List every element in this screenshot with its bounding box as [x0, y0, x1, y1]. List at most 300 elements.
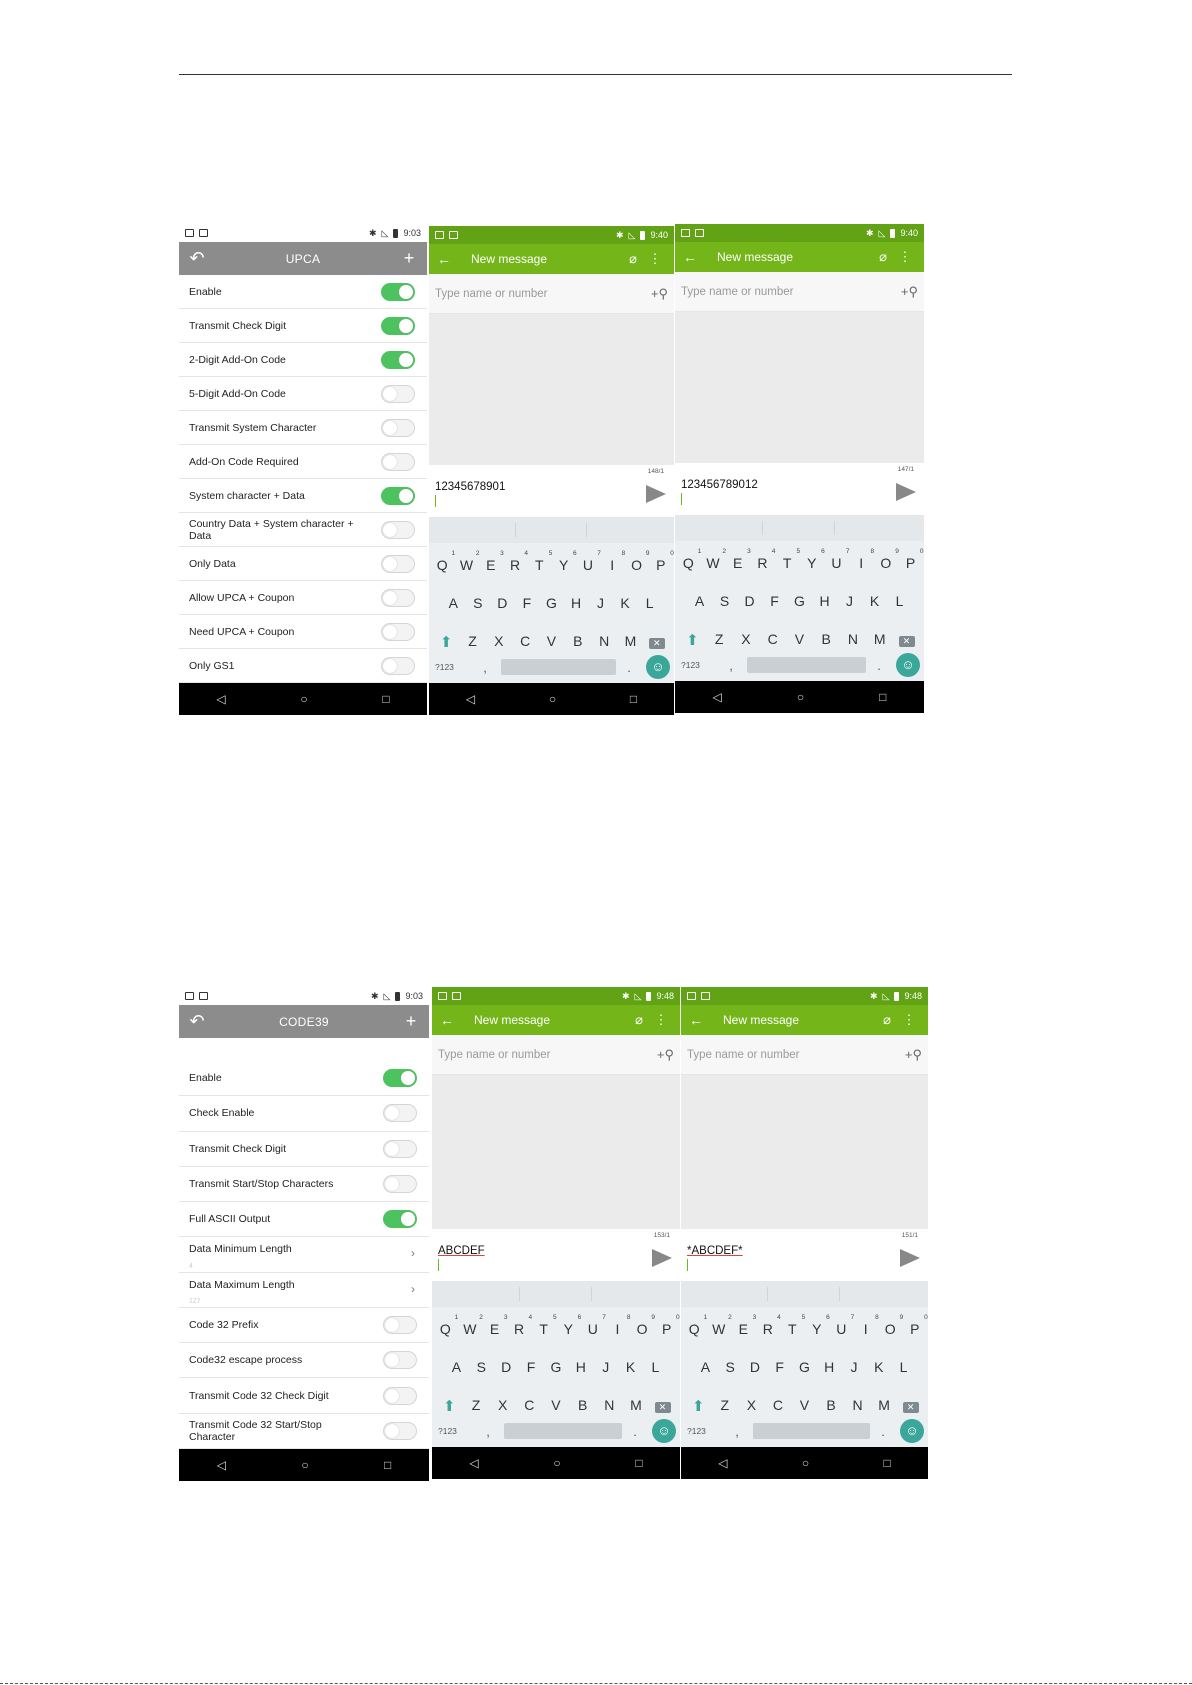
- more-icon[interactable]: ⋮: [902, 1012, 916, 1027]
- attach-icon[interactable]: ⌀: [883, 1012, 891, 1027]
- key[interactable]: [801, 548, 825, 571]
- space-bar[interactable]: [504, 1423, 622, 1439]
- key-number-hint: 5: [796, 548, 801, 555]
- key[interactable]: Z: [471, 1397, 481, 1413]
- back-icon[interactable]: ↶: [189, 248, 205, 268]
- more-icon[interactable]: ⋮: [648, 251, 662, 266]
- key[interactable]: [806, 1314, 830, 1337]
- nav-back-icon[interactable]: ◁: [465, 692, 476, 706]
- status-bar: [429, 226, 674, 244]
- key[interactable]: D: [497, 595, 508, 611]
- key[interactable]: J: [846, 593, 853, 609]
- settings-row[interactable]: [179, 1061, 429, 1096]
- key[interactable]: J: [850, 1359, 858, 1375]
- settings-row[interactable]: [179, 445, 427, 479]
- key[interactable]: L: [651, 1359, 660, 1375]
- key[interactable]: K: [874, 1359, 884, 1375]
- status-left-icons: [185, 992, 208, 1000]
- status-right-icons: [369, 228, 421, 239]
- key[interactable]: M: [624, 633, 637, 649]
- key[interactable]: V: [794, 631, 805, 647]
- nav-recents-icon[interactable]: □: [384, 1458, 392, 1472]
- key[interactable]: B: [577, 1397, 588, 1413]
- toggle-switch-off[interactable]: [381, 453, 415, 471]
- key[interactable]: [508, 1314, 533, 1337]
- key[interactable]: X: [497, 1397, 508, 1413]
- settings-row[interactable]: [179, 1237, 429, 1272]
- comma-key[interactable]: ,: [486, 1423, 490, 1439]
- key-letter: Y: [807, 555, 817, 571]
- toggle-switch-off[interactable]: [381, 657, 415, 675]
- settings-row[interactable]: [179, 1343, 429, 1378]
- backspace-key: ✕: [655, 1402, 671, 1413]
- message-input[interactable]: ABCDEF: [438, 1245, 485, 1257]
- symbols-key[interactable]: ?123: [687, 1426, 706, 1436]
- page-header-rule: [179, 74, 1012, 75]
- toggle-switch-off[interactable]: [381, 589, 415, 607]
- key[interactable]: S: [725, 1359, 735, 1375]
- period-key[interactable]: .: [627, 659, 631, 675]
- attach-icon[interactable]: ⌀: [879, 249, 887, 264]
- conversation-area: [432, 1075, 680, 1229]
- key[interactable]: D: [501, 1359, 512, 1375]
- key[interactable]: G: [798, 1359, 810, 1375]
- status-left-icons: [687, 992, 710, 1000]
- nav-home-icon[interactable]: ○: [796, 690, 805, 704]
- key[interactable]: S: [719, 593, 730, 609]
- message-toolbar: [432, 1005, 680, 1035]
- recipient-field[interactable]: [675, 272, 924, 312]
- add-person-icon[interactable]: +⚲: [900, 283, 918, 299]
- keyboard: [429, 543, 674, 683]
- compose-box[interactable]: [675, 463, 924, 515]
- toggle-switch-off[interactable]: [383, 1175, 417, 1193]
- toggle-switch-on[interactable]: [383, 1069, 417, 1087]
- recipient-input[interactable]: Type name or number: [435, 287, 548, 300]
- toggle-switch-on[interactable]: [383, 1210, 417, 1228]
- message-input[interactable]: *ABCDEF*: [687, 1245, 743, 1257]
- emoji-icon[interactable]: ☺: [900, 1419, 924, 1443]
- send-icon[interactable]: [900, 1249, 920, 1267]
- key[interactable]: [875, 548, 899, 571]
- key[interactable]: H: [824, 1359, 835, 1375]
- backspace-icon[interactable]: [896, 631, 918, 649]
- backspace-key: ✕: [649, 638, 665, 649]
- toggle-switch-off[interactable]: [381, 623, 415, 641]
- backspace-icon[interactable]: [652, 1397, 674, 1415]
- settings-row[interactable]: [179, 1378, 429, 1413]
- back-arrow-icon[interactable]: ←: [683, 249, 697, 265]
- nav-recents-icon[interactable]: □: [635, 1456, 643, 1470]
- key[interactable]: J: [597, 595, 605, 611]
- settings-row[interactable]: [179, 411, 427, 445]
- setting-label: Only Data: [189, 557, 236, 570]
- key[interactable]: [577, 550, 601, 573]
- key[interactable]: F: [526, 1359, 536, 1375]
- key[interactable]: [483, 1314, 508, 1337]
- status-time: 9:40: [650, 230, 668, 240]
- key[interactable]: [480, 550, 504, 573]
- key[interactable]: [528, 550, 553, 573]
- key[interactable]: [626, 550, 650, 573]
- comma-key[interactable]: ,: [735, 1423, 739, 1439]
- settings-row[interactable]: [179, 275, 427, 309]
- send-icon[interactable]: [652, 1249, 672, 1267]
- key-number-hint: 7: [602, 1314, 606, 1321]
- status-right-icons: [371, 991, 423, 1002]
- comma-key[interactable]: ,: [729, 657, 733, 673]
- key[interactable]: X: [741, 631, 751, 647]
- key[interactable]: [757, 1314, 781, 1337]
- toggle-switch-off[interactable]: [381, 419, 415, 437]
- key[interactable]: [727, 548, 751, 571]
- key-letter: E: [738, 1321, 748, 1337]
- send-icon[interactable]: [646, 485, 666, 503]
- key[interactable]: [708, 1314, 732, 1337]
- toggle-switch-off[interactable]: [383, 1104, 417, 1122]
- key[interactable]: V: [799, 1397, 810, 1413]
- add-icon[interactable]: +: [403, 248, 415, 268]
- no-signal-icon: ◺: [628, 229, 636, 240]
- compose-box[interactable]: [429, 465, 674, 517]
- key[interactable]: [650, 550, 674, 573]
- settings-row[interactable]: [179, 377, 427, 411]
- key[interactable]: B: [821, 631, 831, 647]
- key[interactable]: L: [645, 595, 654, 611]
- char-counter: 147/1: [897, 466, 914, 473]
- key[interactable]: [683, 1314, 708, 1337]
- nav-recents-icon[interactable]: □: [883, 1456, 891, 1470]
- key-number-hint: 4: [528, 1314, 533, 1321]
- settings-row[interactable]: [179, 513, 427, 547]
- shift-icon[interactable]: ⬆: [691, 1398, 705, 1415]
- key-number-hint: 1: [703, 1314, 708, 1321]
- no-signal-icon: ◺: [381, 227, 389, 238]
- back-arrow-icon[interactable]: ←: [437, 251, 451, 267]
- key[interactable]: S: [476, 1359, 486, 1375]
- toggle-switch-off[interactable]: [383, 1387, 417, 1405]
- key[interactable]: [850, 548, 875, 571]
- key-letter: Q: [682, 555, 694, 571]
- settings-row[interactable]: [179, 1132, 429, 1167]
- key[interactable]: [904, 1314, 928, 1337]
- space-bar[interactable]: [501, 659, 616, 675]
- key[interactable]: [900, 548, 924, 571]
- settings-row[interactable]: [179, 547, 427, 581]
- settings-row[interactable]: [179, 309, 427, 343]
- toggle-switch-off[interactable]: [383, 1140, 417, 1158]
- key[interactable]: C: [772, 1397, 783, 1413]
- key[interactable]: [825, 548, 850, 571]
- key[interactable]: [732, 1314, 757, 1337]
- key[interactable]: N: [599, 633, 610, 649]
- key[interactable]: [781, 1314, 806, 1337]
- emoji-icon[interactable]: ☺: [652, 1419, 676, 1443]
- key[interactable]: M: [878, 1397, 890, 1413]
- settings-row[interactable]: [179, 649, 427, 683]
- sim-icon: [438, 992, 447, 1000]
- key[interactable]: [533, 1314, 557, 1337]
- nav-home-icon[interactable]: ○: [553, 1456, 561, 1470]
- nav-back-icon[interactable]: ◁: [718, 1456, 728, 1470]
- key[interactable]: C: [524, 1397, 535, 1413]
- key[interactable]: [459, 1314, 483, 1337]
- keyboard-row: [675, 631, 924, 649]
- bluetooth-icon: ✱: [616, 229, 624, 240]
- attach-icon[interactable]: ⌀: [629, 251, 637, 266]
- suggestion-strip: [429, 517, 674, 543]
- recipient-input[interactable]: Type name or number: [687, 1048, 800, 1061]
- nav-recents-icon[interactable]: □: [879, 690, 887, 704]
- settings-row[interactable]: [179, 1167, 429, 1202]
- key[interactable]: G: [546, 595, 557, 611]
- key[interactable]: [557, 1314, 582, 1337]
- nav-back-icon[interactable]: ◁: [216, 1458, 226, 1472]
- key[interactable]: Z: [720, 1397, 730, 1413]
- add-icon[interactable]: +: [405, 1011, 417, 1031]
- settings-row[interactable]: [179, 1414, 429, 1449]
- period-key[interactable]: .: [881, 1423, 885, 1439]
- char-counter: 151/1: [901, 1232, 918, 1239]
- nav-recents-icon[interactable]: □: [382, 692, 390, 706]
- key[interactable]: F: [522, 595, 532, 611]
- bluetooth-icon: ✱: [866, 227, 874, 238]
- key[interactable]: [776, 548, 801, 571]
- space-bar[interactable]: [753, 1423, 870, 1439]
- key[interactable]: [677, 548, 702, 571]
- suggestion-divider: [591, 1287, 592, 1301]
- recipient-field[interactable]: [429, 274, 674, 314]
- battery-icon: [890, 229, 895, 238]
- recipient-input[interactable]: Type name or number: [681, 285, 794, 298]
- key[interactable]: K: [625, 1359, 636, 1375]
- key[interactable]: F: [775, 1359, 784, 1375]
- char-counter: 148/1: [647, 468, 664, 475]
- toggle-switch-on[interactable]: [381, 351, 415, 369]
- settings-row[interactable]: [179, 1096, 429, 1131]
- key[interactable]: H: [570, 595, 582, 611]
- image-icon: [695, 229, 704, 237]
- toggle-switch-off[interactable]: [381, 555, 415, 573]
- add-person-icon[interactable]: +⚲: [656, 1046, 674, 1062]
- nav-back-icon[interactable]: ◁: [216, 692, 226, 706]
- key[interactable]: J: [602, 1359, 610, 1375]
- key-letter: T: [535, 557, 544, 573]
- key[interactable]: [879, 1314, 904, 1337]
- keyboard-row: [429, 595, 674, 611]
- key[interactable]: V: [546, 633, 557, 649]
- key-letter: W: [463, 1321, 477, 1337]
- keyboard-row: [675, 548, 924, 571]
- nav-home-icon[interactable]: ○: [301, 1458, 309, 1472]
- key[interactable]: [455, 550, 480, 573]
- toggle-switch-off[interactable]: [381, 385, 415, 403]
- message-input[interactable]: 123456789012: [681, 479, 758, 491]
- shift-icon[interactable]: ⬆: [443, 1398, 456, 1415]
- key[interactable]: S: [473, 595, 483, 611]
- key[interactable]: X: [746, 1397, 757, 1413]
- toggle-switch-on[interactable]: [381, 487, 415, 505]
- key-number-hint: 7: [845, 548, 850, 555]
- back-arrow-icon[interactable]: ←: [440, 1012, 454, 1028]
- status-left-icons: [438, 992, 461, 1000]
- key-number-hint: 3: [503, 1314, 508, 1321]
- key[interactable]: G: [550, 1359, 562, 1375]
- key[interactable]: [434, 1314, 459, 1337]
- key[interactable]: [553, 550, 577, 573]
- comma-key[interactable]: ,: [483, 659, 487, 675]
- key[interactable]: [751, 548, 776, 571]
- keyboard-bottom-row: [675, 653, 924, 677]
- key[interactable]: H: [575, 1359, 586, 1375]
- key[interactable]: N: [847, 631, 859, 647]
- toggle-switch-off[interactable]: [383, 1316, 417, 1334]
- key[interactable]: A: [451, 1359, 462, 1375]
- backspace-icon[interactable]: [900, 1397, 922, 1415]
- key[interactable]: A: [694, 593, 705, 609]
- settings-row[interactable]: [179, 615, 427, 649]
- key-number-hint: 3: [747, 548, 751, 555]
- nav-back-icon[interactable]: ◁: [469, 1456, 479, 1470]
- key-number-hint: 3: [500, 550, 504, 557]
- key-letter: P: [905, 555, 916, 571]
- emoji-icon[interactable]: ☺: [646, 655, 670, 679]
- key-number-hint: 0: [670, 550, 674, 557]
- key[interactable]: K: [869, 593, 880, 609]
- key[interactable]: A: [448, 595, 458, 611]
- back-arrow-icon[interactable]: ←: [689, 1012, 703, 1028]
- toggle-switch-off[interactable]: [383, 1351, 417, 1369]
- key[interactable]: L: [899, 1359, 908, 1375]
- settings-row[interactable]: [179, 1308, 429, 1343]
- setting-value: 4: [189, 1262, 193, 1270]
- shift-icon[interactable]: ⬆: [686, 632, 699, 649]
- status-time: 9:03: [405, 991, 423, 1001]
- nav-recents-icon[interactable]: □: [629, 692, 638, 706]
- shift-icon[interactable]: ⬆: [439, 634, 453, 651]
- recipient-field[interactable]: [681, 1035, 928, 1075]
- key[interactable]: A: [700, 1359, 711, 1375]
- compose-box[interactable]: [432, 1229, 680, 1281]
- toggle-switch-off[interactable]: [381, 521, 415, 539]
- send-icon[interactable]: [896, 483, 916, 501]
- toggle-switch-on[interactable]: [381, 317, 415, 335]
- key[interactable]: X: [494, 633, 504, 649]
- key[interactable]: F: [770, 593, 779, 609]
- key[interactable]: [582, 1314, 606, 1337]
- chevron-right-icon[interactable]: ›: [411, 1246, 415, 1261]
- key[interactable]: B: [573, 633, 583, 649]
- add-person-icon[interactable]: +⚲: [650, 285, 668, 301]
- key[interactable]: D: [744, 593, 755, 609]
- setting-value: 127: [189, 1297, 201, 1305]
- status-bar: [179, 224, 427, 242]
- key[interactable]: [855, 1314, 879, 1337]
- key-number-hint: 5: [801, 1314, 806, 1321]
- more-icon[interactable]: ⋮: [898, 249, 912, 264]
- key[interactable]: G: [794, 593, 805, 609]
- key[interactable]: [606, 1314, 631, 1337]
- key[interactable]: [504, 550, 529, 573]
- symbols-key[interactable]: ?123: [681, 660, 700, 670]
- sim-icon: [185, 992, 194, 1000]
- chevron-right-icon[interactable]: ›: [411, 1281, 415, 1296]
- toolbar-title: New message: [717, 250, 794, 264]
- key[interactable]: [431, 550, 456, 573]
- key[interactable]: Z: [714, 631, 724, 647]
- key[interactable]: B: [826, 1397, 836, 1413]
- key[interactable]: [656, 1314, 680, 1337]
- key-letter: E: [733, 555, 743, 571]
- nav-home-icon[interactable]: ○: [801, 1456, 810, 1470]
- key[interactable]: L: [895, 593, 904, 609]
- settings-row[interactable]: [179, 1202, 429, 1237]
- key[interactable]: N: [852, 1397, 863, 1413]
- status-time: 9:03: [403, 228, 421, 238]
- toggle-switch-on[interactable]: [381, 283, 415, 301]
- key-number-hint: 3: [752, 1314, 757, 1321]
- nav-back-icon[interactable]: ◁: [712, 690, 722, 704]
- emoji-icon[interactable]: ☺: [896, 653, 920, 677]
- symbols-key[interactable]: ?123: [435, 662, 454, 672]
- key[interactable]: Z: [468, 633, 477, 649]
- key[interactable]: [702, 548, 727, 571]
- setting-label: Enable: [189, 285, 222, 298]
- text-cursor: [435, 495, 436, 507]
- period-key[interactable]: .: [877, 657, 881, 673]
- backspace-icon[interactable]: [646, 633, 668, 651]
- navigation-bar: [179, 683, 427, 715]
- navigation-bar: [429, 683, 674, 715]
- settings-row[interactable]: [179, 1273, 429, 1308]
- key[interactable]: D: [749, 1359, 760, 1375]
- key[interactable]: [631, 1314, 656, 1337]
- compose-box[interactable]: [681, 1229, 928, 1281]
- key[interactable]: M: [873, 631, 886, 647]
- period-key[interactable]: .: [633, 1423, 637, 1439]
- battery-icon: [393, 229, 398, 238]
- key[interactable]: N: [604, 1397, 615, 1413]
- space-bar[interactable]: [747, 657, 866, 673]
- more-icon[interactable]: ⋮: [654, 1012, 668, 1027]
- add-person-icon[interactable]: +⚲: [904, 1046, 922, 1062]
- recipient-input[interactable]: Type name or number: [438, 1048, 551, 1061]
- settings-row[interactable]: [179, 479, 427, 513]
- key[interactable]: H: [819, 593, 830, 609]
- key[interactable]: [830, 1314, 855, 1337]
- toggle-switch-off[interactable]: [383, 1422, 417, 1440]
- settings-row[interactable]: [179, 343, 427, 377]
- symbols-key[interactable]: ?123: [438, 1426, 457, 1436]
- recipient-field[interactable]: [432, 1035, 680, 1075]
- nav-home-icon[interactable]: ○: [548, 692, 557, 706]
- status-right-icons: [616, 230, 668, 241]
- key-number-hint: 0: [676, 1314, 680, 1321]
- key[interactable]: V: [551, 1397, 561, 1413]
- key[interactable]: C: [767, 631, 778, 647]
- attach-icon[interactable]: ⌀: [635, 1012, 643, 1027]
- key[interactable]: K: [620, 595, 630, 611]
- settings-row[interactable]: [179, 581, 427, 615]
- status-bar: [681, 987, 928, 1005]
- nav-home-icon[interactable]: ○: [300, 692, 308, 706]
- key[interactable]: C: [520, 633, 531, 649]
- message-toolbar: [675, 242, 924, 272]
- key[interactable]: M: [630, 1397, 642, 1413]
- key[interactable]: [601, 550, 626, 573]
- message-input[interactable]: 12345678901: [435, 481, 506, 493]
- back-icon[interactable]: ↶: [189, 1011, 205, 1031]
